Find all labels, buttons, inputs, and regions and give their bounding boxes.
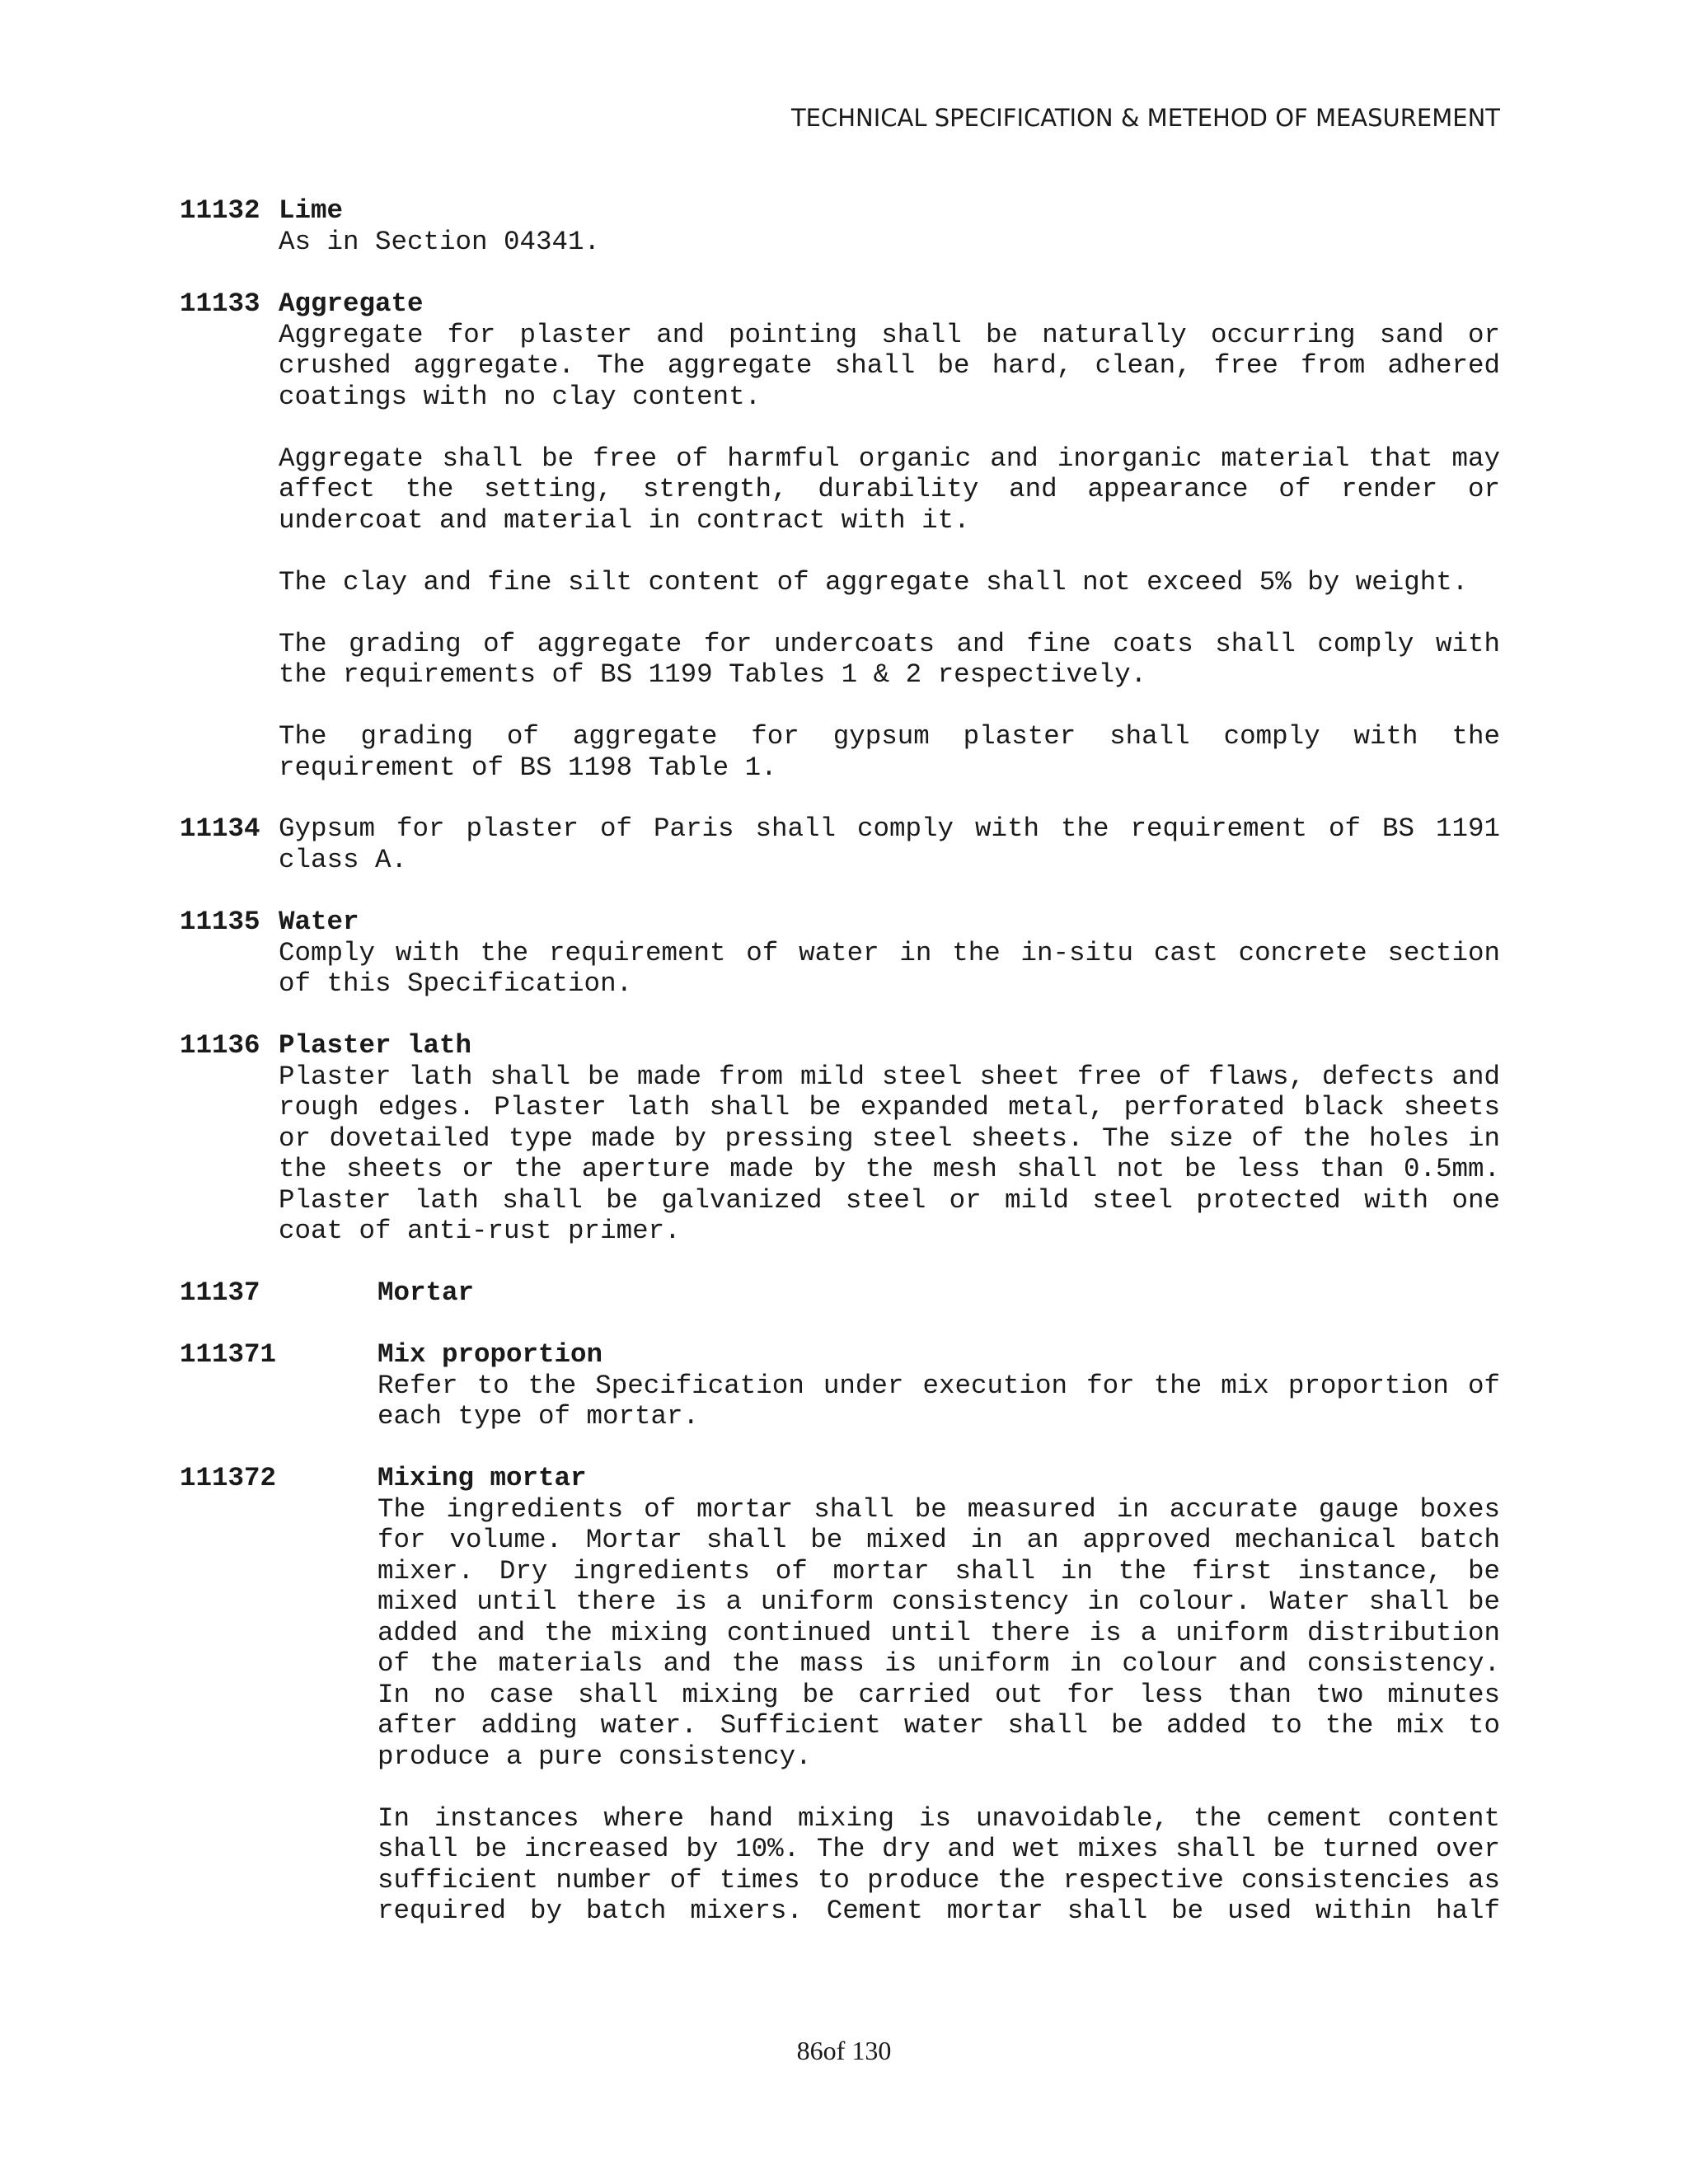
section-heading: Aggregate bbox=[279, 288, 424, 319]
paragraph: As in Section 04341. bbox=[279, 226, 601, 257]
section-heading: Mortar bbox=[377, 1277, 475, 1308]
paragraph: The clay and fine silt content of aggregate shall not exceed 5% by weight. bbox=[279, 566, 1469, 598]
section-heading: Lime bbox=[279, 195, 344, 226]
paragraph: The grading of aggregate for undercoats and fine coats shall comply with the requirements of BS 1199 Tables 1 & 2 respectively. bbox=[279, 628, 1500, 690]
page-number: 86of 130 bbox=[796, 2036, 892, 2065]
section-111371 bbox=[180, 1339, 1500, 1432]
paragraph: Aggregate for plaster and pointing shall be naturally occurring sand or crushed aggregate. The aggregate shall be hard, clean, free from adhered coatings with no clay content. bbox=[279, 319, 1500, 412]
section-number: 11135 bbox=[180, 907, 260, 937]
section-number: 111372 bbox=[180, 1463, 277, 1493]
section-number: 11134 bbox=[180, 813, 260, 844]
section-11135 bbox=[180, 907, 1500, 1000]
section-111372 bbox=[180, 1463, 1500, 1927]
section-11133 bbox=[180, 288, 1500, 783]
section-heading: Water bbox=[279, 907, 359, 937]
section-number: 11133 bbox=[180, 288, 260, 319]
paragraph: The grading of aggregate for gypsum plaster shall comply with the requirement of BS 1198 Table 1. bbox=[279, 721, 1500, 783]
section-heading: Plaster lath bbox=[279, 1030, 472, 1061]
section-heading: Mixing mortar bbox=[377, 1463, 587, 1493]
paragraph: Comply with the requirement of water in the in-situ cast concrete section of this Specification. bbox=[279, 937, 1500, 999]
section-number: 11137 bbox=[180, 1277, 260, 1308]
paragraph: In instances where hand mixing is unavoidable, the cement content shall be increased by 10%. The dry and wet mixes shall be turned over sufficient number of times to produce the respective consistencies as required by batch mixers. Cement mortar shall be used within half bbox=[377, 1802, 1500, 1926]
section-number: 111371 bbox=[180, 1339, 277, 1370]
section-11134 bbox=[180, 813, 1500, 875]
page-header-title: TECHNICAL SPECIFICATION & METEHOD OF MEASUREMENT bbox=[790, 104, 1500, 132]
paragraph: Aggregate shall be free of harmful organic and inorganic material that may affect the setting, strength, durability and appearance of render or undercoat and material in contract with it. bbox=[279, 443, 1500, 536]
section-heading: Mix proportion bbox=[377, 1339, 603, 1370]
section-number: 11132 bbox=[180, 195, 260, 226]
section-11137 bbox=[180, 1277, 1500, 1309]
section-number: 11136 bbox=[180, 1030, 260, 1061]
paragraph: Refer to the Specification under execution for the mix proportion of each type of mortar. bbox=[377, 1370, 1500, 1432]
section-11136 bbox=[180, 1030, 1500, 1247]
section-11132 bbox=[180, 195, 1500, 257]
paragraph: The ingredients of mortar shall be measured in accurate gauge boxes for volume. Mortar shall be mixed in an approved mechanical batch mixer. Dry ingredients of mortar shall in the first instance, be mixed until there is a uniform consistency in colour. Water shall be added and the mixing continued until there is a uniform distribution of the materials and the mass is uniform in colour and consistency. In no case shall mixing be carried out for less than two minutes after adding water. Sufficient water shall be added to the mix to produce a pure consistency. bbox=[377, 1493, 1500, 1772]
paragraph: Gypsum for plaster of Paris shall comply with the requirement of BS 1191 class A. bbox=[279, 813, 1500, 875]
paragraph: Plaster lath shall be made from mild steel sheet free of flaws, defects and rough edges. Plaster lath shall be expanded metal, perforated black sheets or dovetailed type made by pressing steel sheets. The size of the holes in the sheets or the aperture made by the mesh shall not be less than 0.5mm. Plaster lath shall be galvanized steel or mild steel protected with one coat of anti-rust primer. bbox=[279, 1061, 1500, 1246]
